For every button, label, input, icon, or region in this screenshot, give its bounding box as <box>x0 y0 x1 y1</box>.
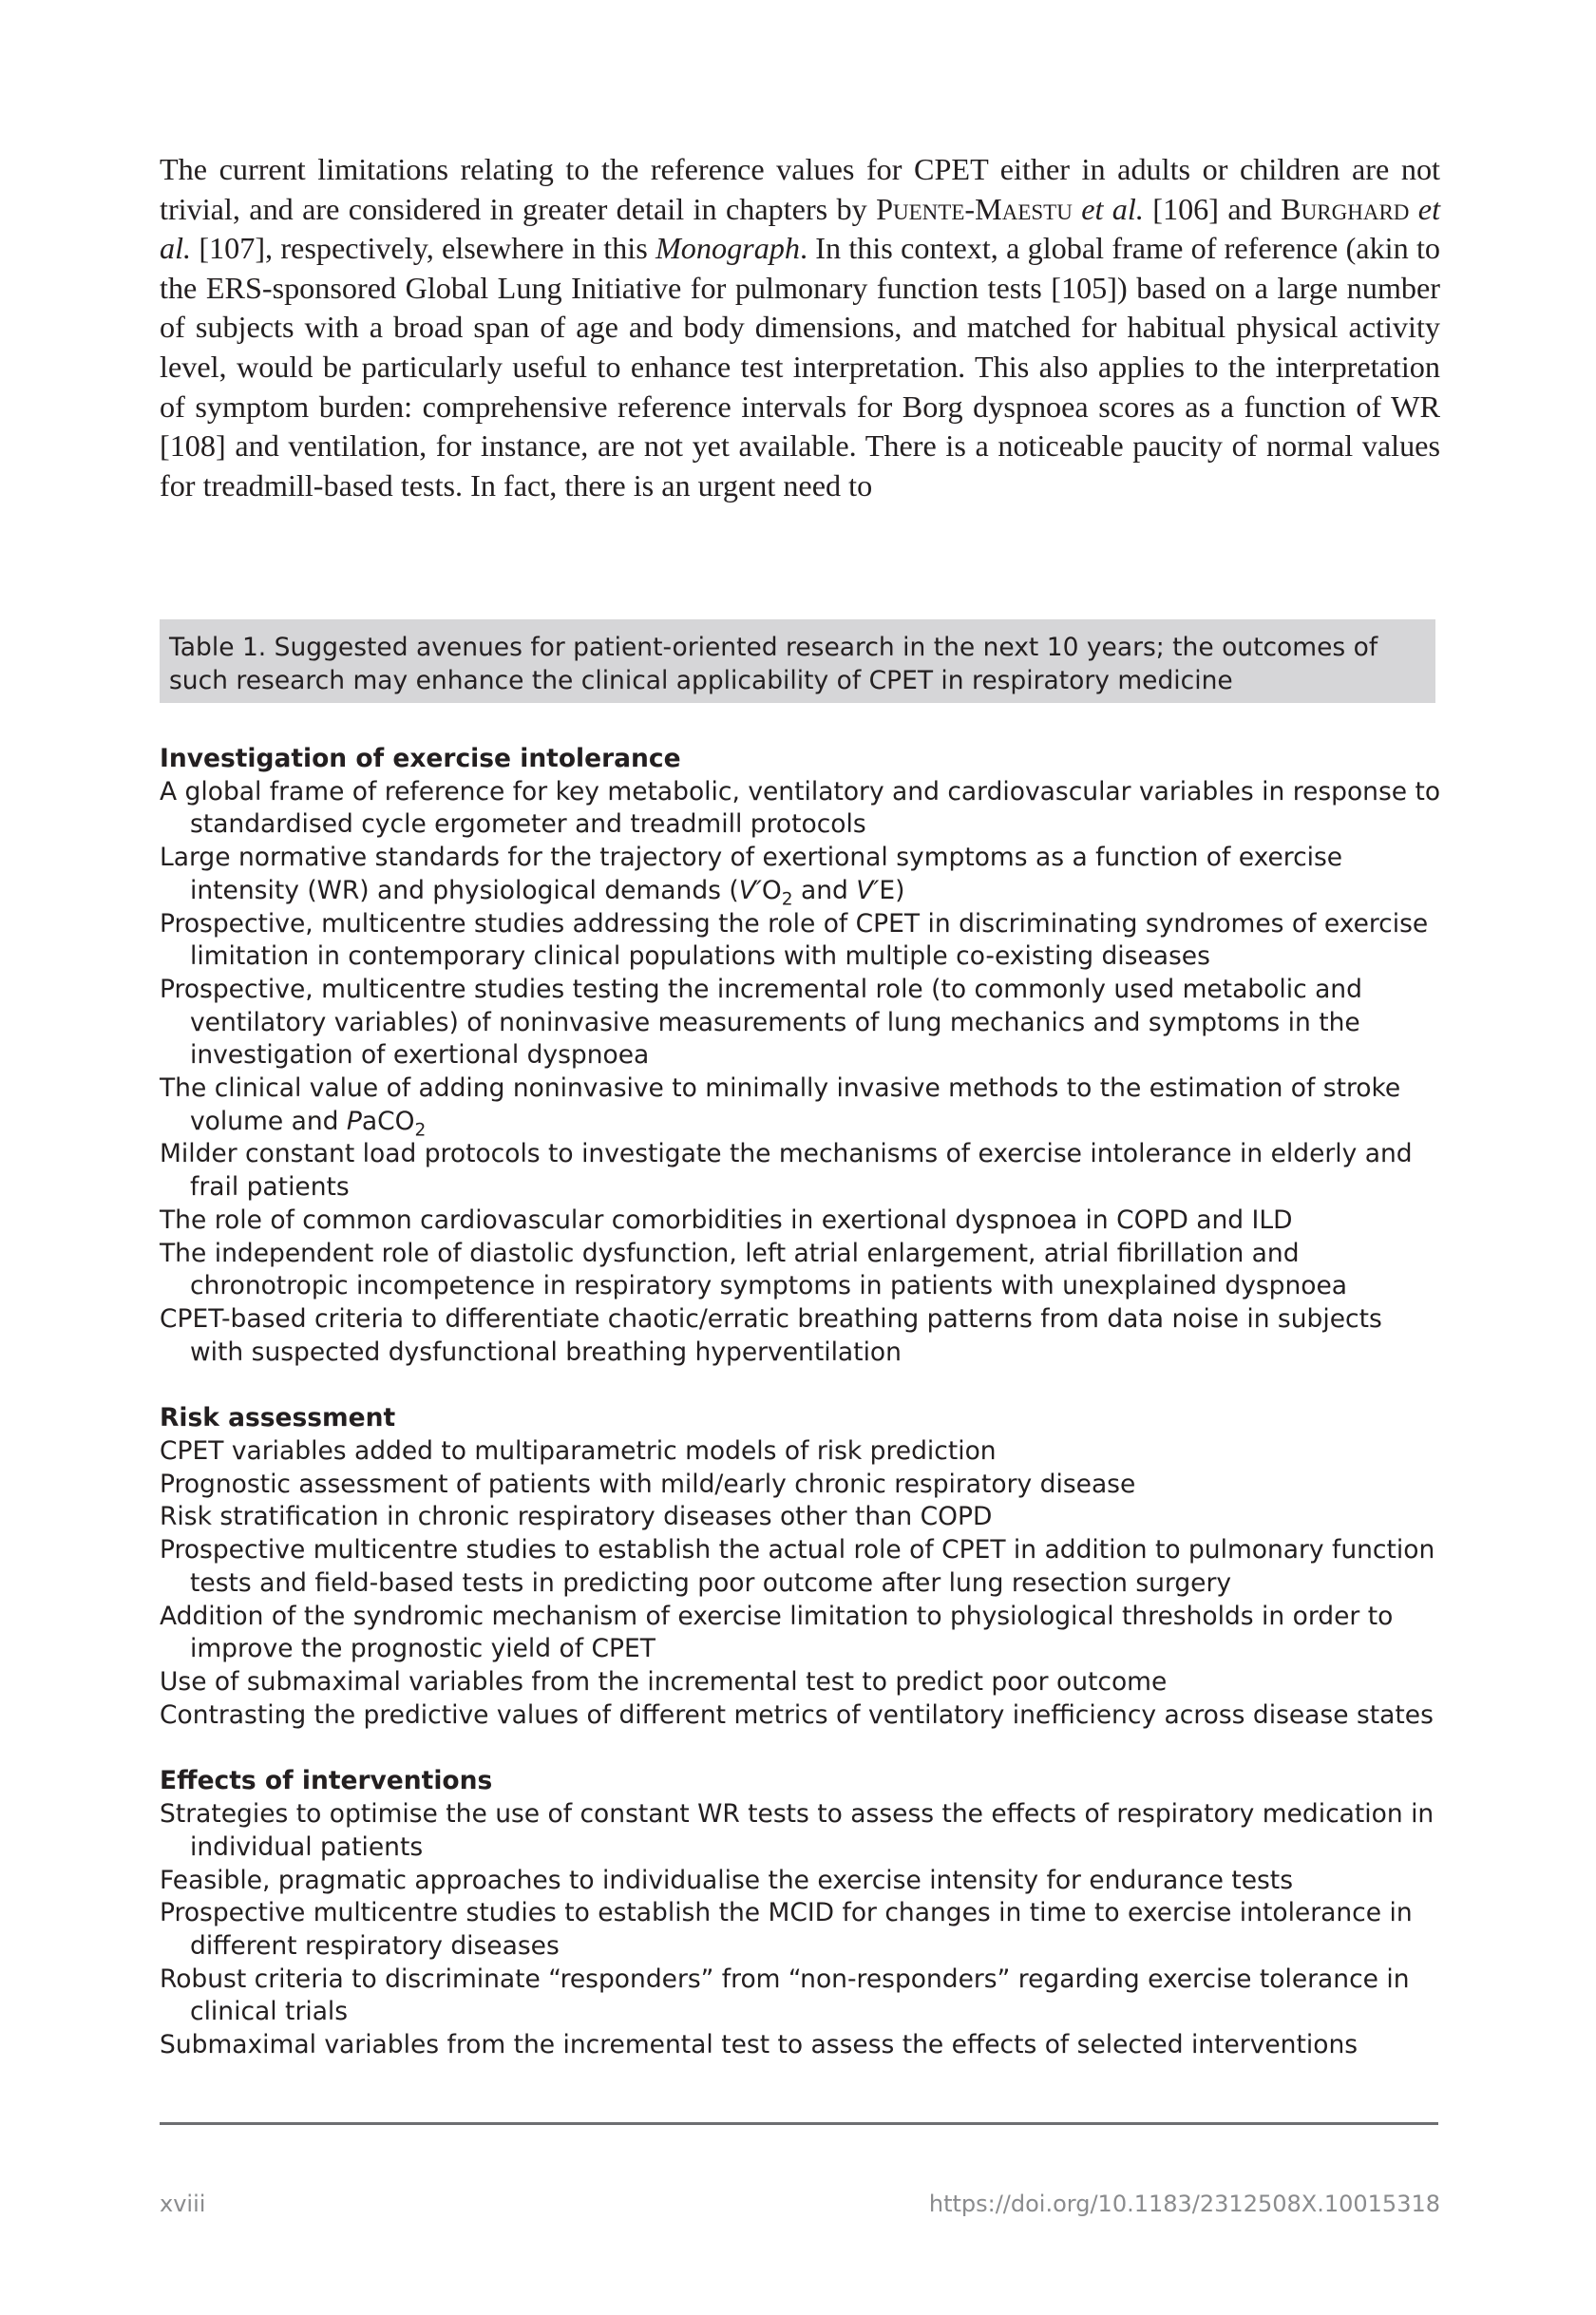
list-item <box>160 1865 1442 1898</box>
list-item <box>160 776 1442 842</box>
section-heading: Risk assessment <box>160 1403 396 1433</box>
text-run: Prognostic assessment of patients with mild/early chronic respiratory disease <box>160 1469 1136 1499</box>
list-item <box>160 842 1442 910</box>
table-section <box>160 1402 1442 1732</box>
list-item <box>160 974 1442 1072</box>
text-run: The clinical value of adding noninvasive to minimally invasive methods to the estimation of stroke volume and <box>160 1073 1401 1136</box>
body-text-block <box>160 150 1440 505</box>
body-paragraph <box>160 150 1440 505</box>
text-run: et al. <box>1081 191 1144 226</box>
table-body <box>160 743 1442 2096</box>
text-run: The independent role of diastolic dysfunction, left atrial enlargement, atrial fibrillation and chronotropic incompetence in respiratory symptoms in patients with unexplained dyspnoea <box>160 1238 1348 1301</box>
text-run: Monograph <box>655 231 800 266</box>
text-run: Use of submaximal variables from the incremental test to predict poor outcome <box>160 1666 1168 1697</box>
text-run: . In this context, a global frame of reference (akin to the ERS-sponsored Global Lung Initiative for pulmonary function tests [105]) based on a large number of subjects with a broad span of age and body dimensions, and matched for habitual physical activity level, would be particularly useful to enhance test interpretation. This also applies to the interpretation of symptom burden: comprehensive reference intervals for Borg dyspnoea scores as a function of WR [108] and ventilation, for instance, are not yet available. There is a noticeable paucity of normal values for treadmill-based tests. In fact, there is an urgent need to <box>160 231 1440 503</box>
list-item <box>160 908 1442 974</box>
list-item <box>160 1138 1442 1204</box>
table-bottom-rule <box>160 2122 1438 2125</box>
page-number: xviii <box>160 2191 206 2217</box>
text-run: The role of common cardiovascular comorbidities in exertional dyspnoea in COPD and ILD <box>160 1205 1293 1235</box>
list-item <box>160 1501 1442 1534</box>
text-run: [107], respectively, elsewhere in this <box>191 231 656 266</box>
list-item <box>160 1238 1442 1303</box>
text-run: Feasible, pragmatic approaches to individualise the exercise intensity for endurance tests <box>160 1865 1294 1895</box>
list-item <box>160 1897 1442 1963</box>
text-run: Prospective multicentre studies to establish the MCID for changes in time to exercise intolerance in different respiratory diseases <box>160 1898 1413 1961</box>
text-run: Prospective multicentre studies to establish the actual role of CPET in addition to pulmonary function tests and field-based tests in predicting poor outcome after lung resection surgery <box>160 1535 1435 1598</box>
text-run: 2 <box>414 1120 427 1141</box>
text-run: CPET-based criteria to differentiate chaotic/erratic breathing patterns from data noise in subjects with suspected dysfunctional breathing hyperventilation <box>160 1303 1382 1367</box>
text-run: Risk stratification in chronic respiratory diseases other than COPD <box>160 1502 993 1532</box>
list-item <box>160 2029 1442 2062</box>
list-item <box>160 1699 1442 1733</box>
text-run: CPET variables added to multiparametric models of risk prediction <box>160 1436 997 1467</box>
list-item <box>160 1303 1442 1369</box>
text-run: Submaximal variables from the incremental test to assess the effects of selected interventions <box>160 2030 1358 2060</box>
text-run: aCO <box>361 1106 415 1136</box>
section-heading: Effects of interventions <box>160 1766 493 1796</box>
text-run: E) <box>879 875 905 905</box>
list-item <box>160 1534 1442 1600</box>
table-caption-text: Table 1. Suggested avenues for patient-oriented research in the next 10 years; the outcomes of such research may enhance the clinical applicability of CPET in respiratory medicine <box>169 633 1378 695</box>
text-run: The current limitations relating to the reference values for CPET either in adults or children are not trivial, and are considered in greater detail in chapters by <box>160 152 1440 226</box>
text-run: Puente-Maestu <box>876 191 1073 226</box>
list-item <box>160 1601 1442 1666</box>
text-run: Large normative standards for the trajectory of exertional symptoms as a function of exercise intensity (WR) and physiological demands ( <box>160 843 1343 905</box>
text-run: Prospective, multicentre studies testing the incremental role (to commonly used metabolic and ventilatory variables) of noninvasive measurements of lung mechanics and symptoms in the investigation of exertional dyspnoea <box>160 974 1362 1071</box>
table-caption <box>160 619 1435 703</box>
text-run: Milder constant load protocols to investigate the mechanisms of exercise intolerance in elderly and frail patients <box>160 1139 1413 1203</box>
text-run: O <box>761 875 782 905</box>
list-item <box>160 1798 1442 1864</box>
list-item <box>160 1435 1442 1469</box>
text-run: Prospective, multicentre studies addressing the role of CPET in discriminating syndromes of exercise limitation in contemporary clinical populations with multiple co-existing diseases <box>160 908 1429 972</box>
text-run: P <box>346 1106 362 1136</box>
text-run: Contrasting the predictive values of different metrics of ventilatory inefficiency across disease states <box>160 1699 1434 1730</box>
text-run: Burghard <box>1281 191 1410 226</box>
text-run: V′ <box>856 875 880 905</box>
table-section <box>160 743 1442 1369</box>
text-run: A global frame of reference for key metabolic, ventilatory and cardiovascular variables in response to standardised cycle ergometer and treadmill protocols <box>160 776 1441 840</box>
text-run: Strategies to optimise the use of constant WR tests to assess the effects of respiratory medication in individual patients <box>160 1799 1434 1862</box>
list-item <box>160 1964 1442 2029</box>
text-run <box>1073 192 1081 226</box>
list-item <box>160 1072 1442 1141</box>
section-heading: Investigation of exercise intolerance <box>160 744 681 773</box>
text-run: [106] and <box>1143 191 1282 226</box>
text-run: V′ <box>738 875 762 905</box>
text-run: Robust criteria to discriminate “responders” from “non-responders” regarding exercise tolerance in clinical trials <box>160 1964 1410 2027</box>
list-item <box>160 1205 1442 1238</box>
list-item <box>160 1666 1442 1699</box>
table-section <box>160 1765 1442 2061</box>
doi-link[interactable]: https://doi.org/10.1183/2312508X.10015318 <box>928 2191 1440 2217</box>
list-item <box>160 1469 1442 1502</box>
text-run <box>1409 192 1417 226</box>
text-run: 2 <box>781 889 793 910</box>
text-run: et al. <box>160 191 1441 266</box>
body-paragraph-text <box>160 150 1440 505</box>
text-run: Addition of the syndromic mechanism of exercise limitation to physiological thresholds in order to improve the prognostic yield of CPET <box>160 1601 1394 1664</box>
text-run: and <box>792 875 857 905</box>
